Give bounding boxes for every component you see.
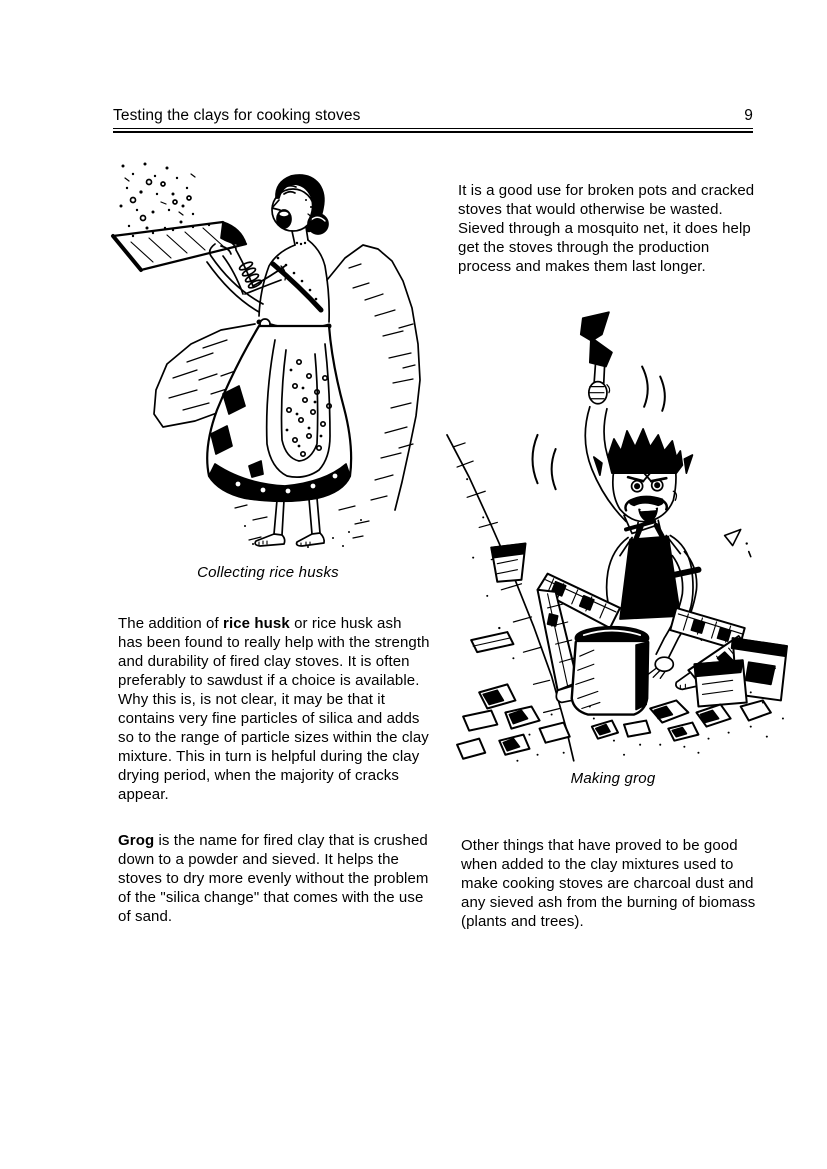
running-title: Testing the clays for cooking stoves	[113, 107, 361, 124]
header-rule	[113, 128, 753, 129]
paragraph-broken-pots	[458, 181, 764, 276]
page-number: 9	[744, 107, 753, 124]
figure-caption-grog: Making grog	[570, 770, 656, 787]
paragraph-grog	[118, 831, 430, 926]
text-run-bold: Grog	[118, 832, 155, 849]
figure-caption-rice-husks: Collecting rice husks	[197, 564, 339, 581]
text-run: is the name for fired clay that is crushed down to a powder and sieved. It helps the stoves to dry more evenly without the problem of the "silica change" that comes with the use of sand.	[118, 832, 429, 925]
figure-making-grog	[443, 306, 795, 764]
figure-collecting-rice-husks	[103, 148, 425, 550]
page-header	[113, 107, 753, 125]
text-run-bold: rice husk	[223, 615, 290, 632]
paragraph-other-additives	[461, 836, 767, 931]
text-run: Other things that have proved to be good when added to the clay mixtures used to make cooking stoves are charcoal dust and any sieved ash from the burning of biomass (plants and trees).	[461, 837, 756, 930]
winnowing-woman-illustration	[103, 148, 425, 550]
header-rule-heavy	[113, 131, 753, 133]
text-run: It is a good use for broken pots and cracked stoves that would otherwise be wasted. Sieved through a mosquito net, it does help get the stoves through the production process and makes them last longer.	[458, 182, 755, 275]
text-run: or rice husk ash has been found to really help with the strength and durability of fired clay stoves. It is often preferably to sawdust if a choice is available. Why this is, is not clear, it may be that it contains very fine particles of silica and adds so to the range of particle sizes within the clay mixture. This in turn is helpful during the clay drying period, when the majority of cracks appear.	[118, 615, 430, 803]
text-run: The addition of	[118, 615, 224, 632]
making-grog-illustration	[443, 306, 795, 764]
paragraph-rice-husk	[118, 614, 430, 804]
